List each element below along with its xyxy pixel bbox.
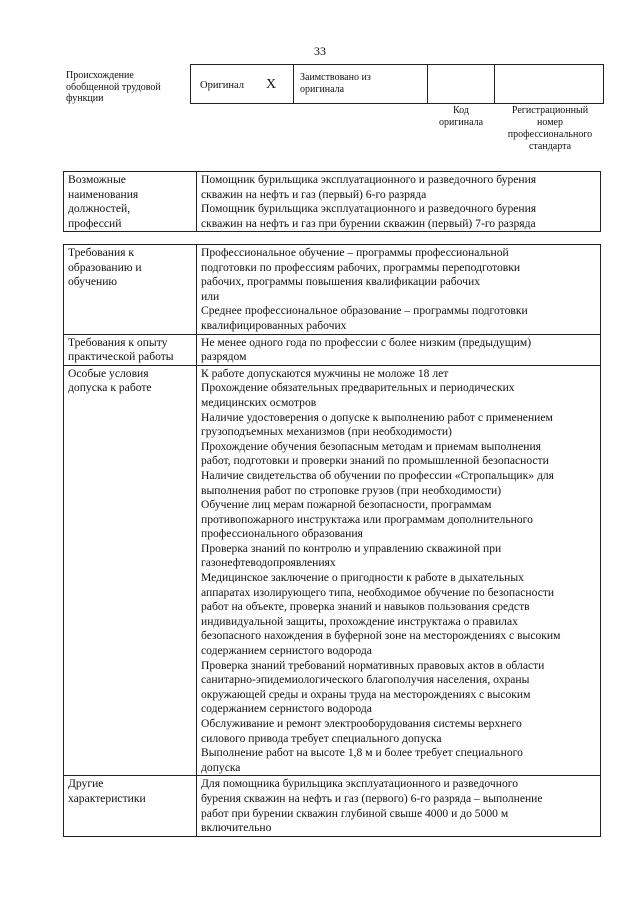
value-line: бурения скважин на нефть и газ (первого) 6-го разряда – выполнение (201, 791, 543, 805)
value-line: К работе допускаются мужчины не моложе 18 лет (201, 366, 449, 380)
admission-value (197, 365, 601, 776)
original-mark: X (266, 77, 277, 92)
value-line: Наличие удостоверения о допуске к выполнению работ с применением (201, 410, 553, 424)
label-line: образованию и (68, 260, 142, 274)
value-line: окружающей среды и охраны труда на месторождениях с высоким (201, 687, 531, 701)
value-line: скважин на нефть и газ при бурении скважин (первый) 7-го разряда (201, 216, 536, 230)
table-row (64, 245, 601, 335)
value-line: санитарно-эпидемиологического благополучия населения, охраны (201, 673, 530, 687)
value-line: Обучение лиц мерам пожарной безопасности, программам (201, 498, 492, 512)
value-line: работ, подготовки и проверки знаний по промышленной безопасности (201, 454, 549, 468)
label-line: наименования (68, 187, 139, 201)
value-line: допуска (201, 760, 241, 774)
value-line: или (201, 289, 220, 303)
origin-label-line: обобщенной трудовой (66, 81, 161, 93)
value-line: Проверка знаний по контролю и управлению скважиной при (201, 541, 502, 555)
value-line: Для помощника бурильщика эксплуатационного и разведочного (201, 777, 519, 791)
education-label (64, 245, 197, 335)
other-value (197, 776, 601, 836)
value-line: содержанием сернистого водорода (201, 644, 372, 658)
label-line: должностей, (68, 202, 131, 216)
positions-value (197, 172, 601, 232)
experience-label (64, 334, 197, 365)
origin-label-line: функции (66, 93, 104, 104)
value-line: разрядом (201, 350, 247, 364)
code-cell (427, 64, 495, 104)
value-line: грузоподъемных механизмов (при необходимости) (201, 425, 452, 439)
value-line: Выполнение работ на высоте 1,8 м и более требует специального (201, 746, 523, 760)
label-line: Требования к опыту (68, 335, 168, 349)
code-caption-line: оригинала (438, 117, 484, 128)
value-line: квалифицированных рабочих (201, 318, 347, 332)
label-line: Возможные (68, 173, 126, 186)
label-line: практической работы (68, 350, 174, 364)
value-line: Обслуживание и ремонт электрооборудования системы верхнего (201, 717, 522, 730)
code-caption-line: Код (453, 105, 469, 116)
page-number: 33 (314, 44, 326, 58)
origin-label-line: Происхождение (66, 70, 134, 81)
value-line: Помощник бурильщика эксплуатационного и разведочного бурения (201, 173, 537, 186)
value-line: Профессиональное обучение – программы профессиональной (201, 246, 509, 259)
registration-cell (494, 64, 604, 104)
value-line: медицинских осмотров (201, 395, 317, 409)
value-line: индивидуальной защиты, прохождение инструктажа о правилах (201, 614, 518, 628)
value-line: Не менее одного года по профессии с более низким (предыдущим) (201, 335, 532, 349)
registration-caption (500, 105, 600, 153)
other-label (64, 776, 197, 836)
requirements-table (63, 244, 601, 837)
table-row (64, 334, 601, 365)
registration-caption-line: Регистрационный (511, 105, 589, 116)
value-line: профессионального образования (201, 527, 363, 541)
label-line: профессий (68, 216, 122, 230)
value-line: безопасного нахождения в буферной зоне на месторождениях с высоким (201, 629, 561, 643)
registration-caption-line: профессионального (507, 129, 593, 140)
registration-caption-line: стандарта (528, 141, 572, 152)
label-line: характеристики (68, 791, 146, 805)
value-line: рабочих, программы повышения квалификации рабочих (201, 275, 480, 289)
value-line: включительно (201, 821, 272, 835)
origin-label (66, 70, 191, 105)
admission-label (64, 365, 197, 776)
value-line: работ на объекте, проверка знаний и навыков пользования средств (201, 600, 530, 614)
value-line: скважин на нефть и газ (первый) 6-го разряда (201, 187, 427, 201)
label-line: Другие (68, 777, 104, 791)
positions-table (63, 171, 601, 232)
value-line: содержанием сернистого водорода (201, 702, 372, 716)
value-line: газонефтеводопроявлениях (201, 556, 336, 570)
positions-label (64, 172, 197, 232)
value-line: Проверка знаний требований нормативных правовых актов в области (201, 658, 545, 672)
value-line: Среднее профессиональное образование – программы подготовки (201, 304, 528, 318)
original-label: Оригинал (200, 80, 244, 91)
label-line: допуска к работе (68, 381, 152, 395)
education-value (197, 245, 601, 335)
table-row (64, 776, 601, 836)
value-line: Помощник бурильщика эксплуатационного и разведочного бурения (201, 202, 537, 216)
value-line: Наличие свидетельства об обучении по профессии «Стропальщик» для (201, 468, 554, 482)
value-line: Прохождение обязательных предварительных и периодических (201, 381, 515, 395)
borrowed-label-line: оригинала (300, 83, 345, 95)
value-line: аппаратах изолирующего типа, необходимое обучение по безопасности (201, 585, 555, 599)
value-line: Прохождение обучения безопасным методам и приемам выполнения (201, 439, 542, 453)
value-line: Медицинское заключение о пригодности к работе в дыхательных (201, 571, 524, 585)
value-line: силового привода требует специального допуска (201, 731, 442, 745)
registration-caption-line: номер (537, 117, 563, 128)
table-row (64, 172, 601, 232)
value-line: работ при бурении скважин глубиной свыше 4000 и до 5000 м (201, 806, 509, 820)
value-line: противопожарного инструктажа или программам дополнительного (201, 512, 533, 526)
code-caption (427, 105, 495, 129)
table-row (64, 365, 601, 776)
borrowed-label (300, 72, 425, 95)
label-line: Требования к (68, 246, 135, 259)
label-line: обучению (68, 275, 118, 289)
label-line: Особые условия (68, 366, 149, 380)
borrowed-label-line: Заимствовано из (300, 72, 371, 83)
value-line: подготовки по профессиям рабочих, программы переподготовки (201, 260, 521, 274)
value-line: выполнения работ по строповке грузов (при необходимости) (201, 483, 502, 497)
experience-value (197, 334, 601, 365)
